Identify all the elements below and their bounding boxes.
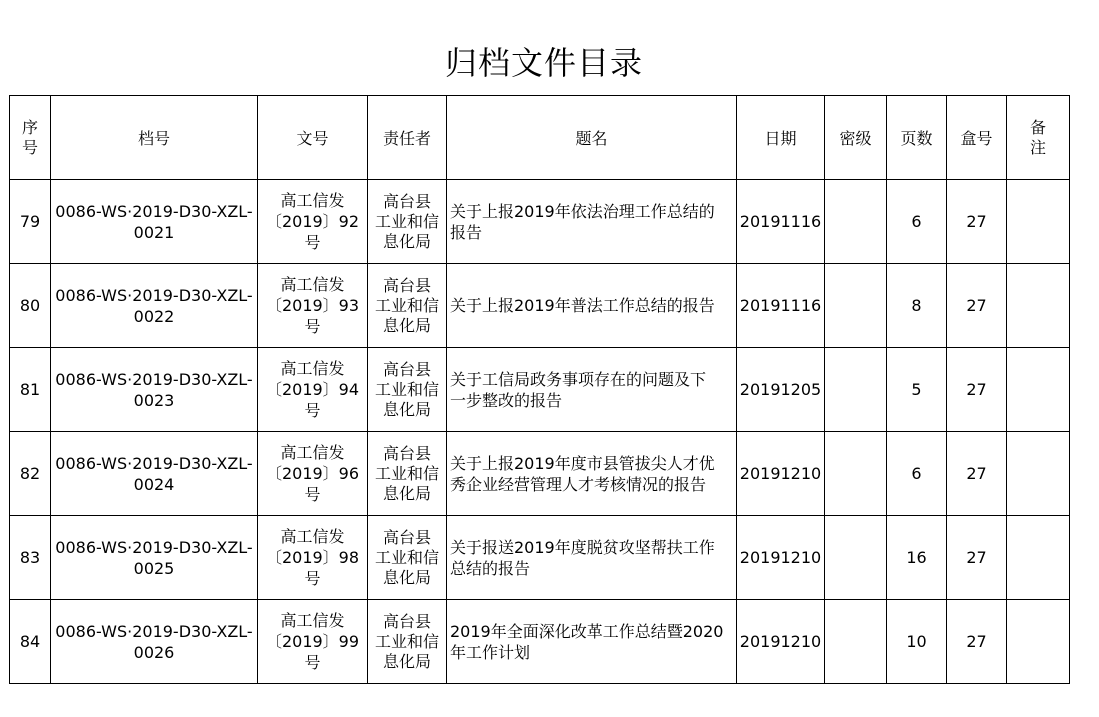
cell-box: 27 (947, 600, 1007, 684)
header-security: 密级 (825, 96, 887, 180)
cell-box: 27 (947, 432, 1007, 516)
header-date: 日期 (737, 96, 825, 180)
header-note: 备 注 (1007, 96, 1070, 180)
cell-security (825, 180, 887, 264)
cell-pages: 16 (887, 516, 947, 600)
archive-catalog-table (9, 95, 1070, 684)
header-box: 盒号 (947, 96, 1007, 180)
cell-doc: 高工信发 〔2019〕99号 (258, 600, 368, 684)
table-row (10, 180, 1070, 264)
cell-title: 关于工信局政务事项存在的问题及下 一步整改的报告 (447, 348, 737, 432)
cell-security (825, 348, 887, 432)
cell-pages: 6 (887, 180, 947, 264)
cell-resp: 高台县 工业和信 息化局 (368, 180, 447, 264)
cell-ref: 0086-WS·2019-D30-XZL- 0023 (51, 348, 258, 432)
cell-doc: 高工信发 〔2019〕92号 (258, 180, 368, 264)
cell-date: 20191116 (737, 180, 825, 264)
cell-title: 2019年全面深化改革工作总结暨2020 年工作计划 (447, 600, 737, 684)
cell-box: 27 (947, 516, 1007, 600)
cell-resp: 高台县 工业和信 息化局 (368, 348, 447, 432)
header-row (10, 96, 1070, 180)
cell-resp: 高台县 工业和信 息化局 (368, 264, 447, 348)
cell-security (825, 432, 887, 516)
cell-title: 关于上报2019年度市县管拔尖人才优 秀企业经营管理人才考核情况的报告 (447, 432, 737, 516)
cell-box: 27 (947, 180, 1007, 264)
header-resp: 责任者 (368, 96, 447, 180)
header-title: 题名 (447, 96, 737, 180)
header-seq: 序 号 (10, 96, 51, 180)
table-row (10, 600, 1070, 684)
cell-security (825, 264, 887, 348)
cell-seq: 84 (10, 600, 51, 684)
cell-resp: 高台县 工业和信 息化局 (368, 432, 447, 516)
cell-ref: 0086-WS·2019-D30-XZL- 0025 (51, 516, 258, 600)
cell-title: 关于上报2019年普法工作总结的报告 (447, 264, 737, 348)
cell-note (1007, 600, 1070, 684)
cell-seq: 80 (10, 264, 51, 348)
cell-note (1007, 516, 1070, 600)
cell-box: 27 (947, 264, 1007, 348)
cell-date: 20191205 (737, 348, 825, 432)
cell-pages: 8 (887, 264, 947, 348)
cell-ref: 0086-WS·2019-D30-XZL- 0021 (51, 180, 258, 264)
cell-security (825, 600, 887, 684)
cell-seq: 81 (10, 348, 51, 432)
cell-box: 27 (947, 348, 1007, 432)
cell-date: 20191210 (737, 516, 825, 600)
cell-date: 20191210 (737, 432, 825, 516)
table-row (10, 264, 1070, 348)
header-pages: 页数 (887, 96, 947, 180)
header-ref: 档号 (51, 96, 258, 180)
cell-date: 20191116 (737, 264, 825, 348)
table-row (10, 348, 1070, 432)
cell-resp: 高台县 工业和信 息化局 (368, 600, 447, 684)
cell-resp: 高台县 工业和信 息化局 (368, 516, 447, 600)
cell-seq: 79 (10, 180, 51, 264)
cell-ref: 0086-WS·2019-D30-XZL- 0026 (51, 600, 258, 684)
cell-seq: 83 (10, 516, 51, 600)
cell-pages: 6 (887, 432, 947, 516)
cell-title: 关于报送2019年度脱贫攻坚帮扶工作 总结的报告 (447, 516, 737, 600)
cell-doc: 高工信发 〔2019〕93号 (258, 264, 368, 348)
cell-security (825, 516, 887, 600)
cell-ref: 0086-WS·2019-D30-XZL- 0024 (51, 432, 258, 516)
table-row (10, 432, 1070, 516)
cell-doc: 高工信发 〔2019〕96号 (258, 432, 368, 516)
page-title: 归档文件目录 (444, 44, 643, 82)
cell-note (1007, 348, 1070, 432)
cell-pages: 10 (887, 600, 947, 684)
cell-title: 关于上报2019年依法治理工作总结的 报告 (447, 180, 737, 264)
cell-note (1007, 264, 1070, 348)
cell-date: 20191210 (737, 600, 825, 684)
cell-doc: 高工信发 〔2019〕98号 (258, 516, 368, 600)
cell-note (1007, 180, 1070, 264)
cell-pages: 5 (887, 348, 947, 432)
table-row (10, 516, 1070, 600)
cell-ref: 0086-WS·2019-D30-XZL- 0022 (51, 264, 258, 348)
cell-doc: 高工信发 〔2019〕94号 (258, 348, 368, 432)
cell-note (1007, 432, 1070, 516)
header-doc: 文号 (258, 96, 368, 180)
cell-seq: 82 (10, 432, 51, 516)
